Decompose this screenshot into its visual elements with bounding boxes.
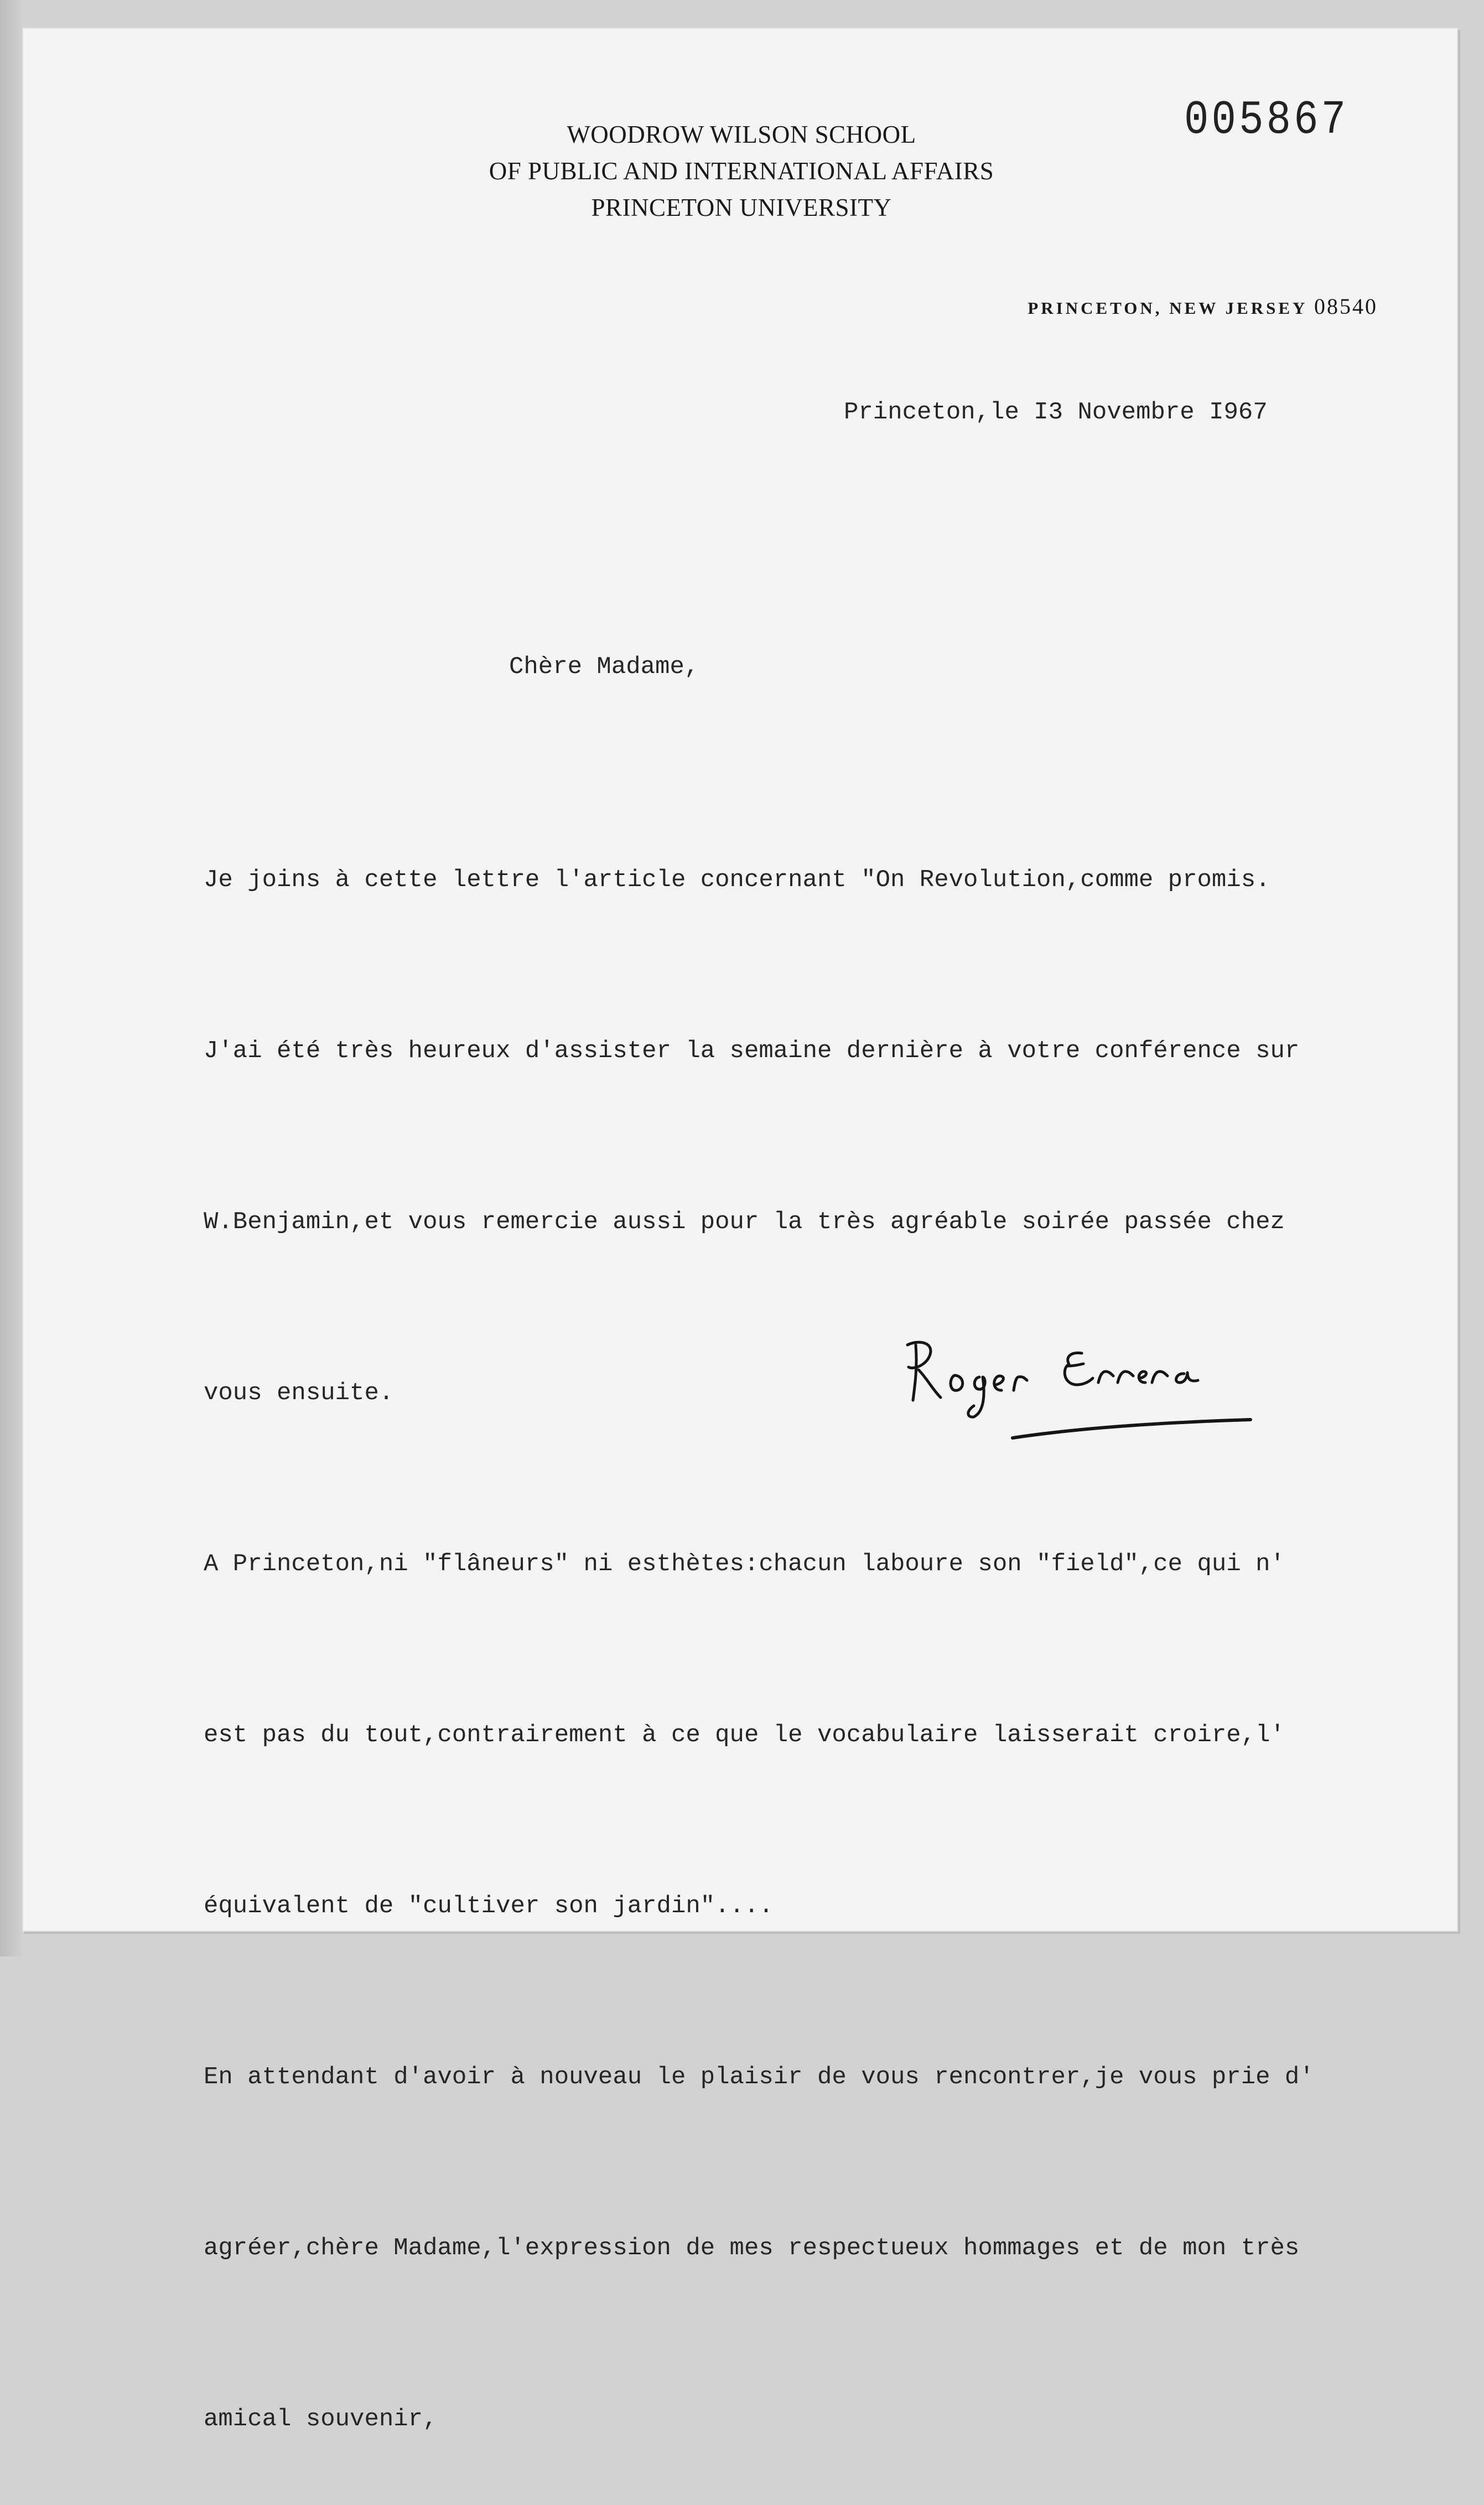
address-city-state: PRINCETON, NEW JERSEY	[1028, 298, 1307, 318]
handwritten-signature	[896, 1323, 1273, 1456]
letterhead	[387, 116, 1096, 226]
body-line: En attendant d'avoir à nouveau le plaisir de vous rencontrer,je vous prie d'	[204, 2063, 1314, 2091]
body-line: A Princeton,ni "flâneurs" ni esthètes:chacun laboure son "field",ce qui n'	[204, 1550, 1285, 1578]
letter-date: Princeton,le I3 Novembre I967	[844, 398, 1268, 426]
archive-number-stamp: 005867	[1184, 93, 1349, 147]
body-line: J'ai été très heureux d'assister la semaine dernière à votre conférence sur	[204, 1037, 1300, 1065]
body-line: amical souvenir,	[204, 2405, 438, 2433]
body-line: agréer,chère Madame,l'expression de mes respectueux hommages et de mon très	[204, 2234, 1300, 2262]
paper-edge	[0, 0, 22, 1957]
address-zip: 08540	[1314, 294, 1378, 319]
body-line: est pas du tout,contrairement à ce que le vocabulaire laisserait croire,l'	[204, 1721, 1285, 1749]
letter-salutation: Chère Madame,	[509, 653, 699, 681]
letterhead-line-university: PRINCETON UNIVERSITY	[591, 194, 892, 221]
letterhead-line-affairs: OF PUBLIC AND INTERNATIONAL AFFAIRS	[489, 157, 994, 185]
letterhead-address	[913, 293, 1378, 319]
letter-body	[204, 738, 1314, 2505]
body-line: W.Benjamin,et vous remercie aussi pour la très agréable soirée passée chez	[204, 1208, 1285, 1236]
body-line: Je joins à cette lettre l'article concernant "On Revolution,comme promis.	[204, 866, 1270, 894]
letterhead-line-school: WOODROW WILSON SCHOOL	[567, 121, 916, 148]
body-line: vous ensuite.	[204, 1379, 394, 1407]
body-line: équivalent de "cultiver son jardin"....	[204, 1892, 774, 1920]
